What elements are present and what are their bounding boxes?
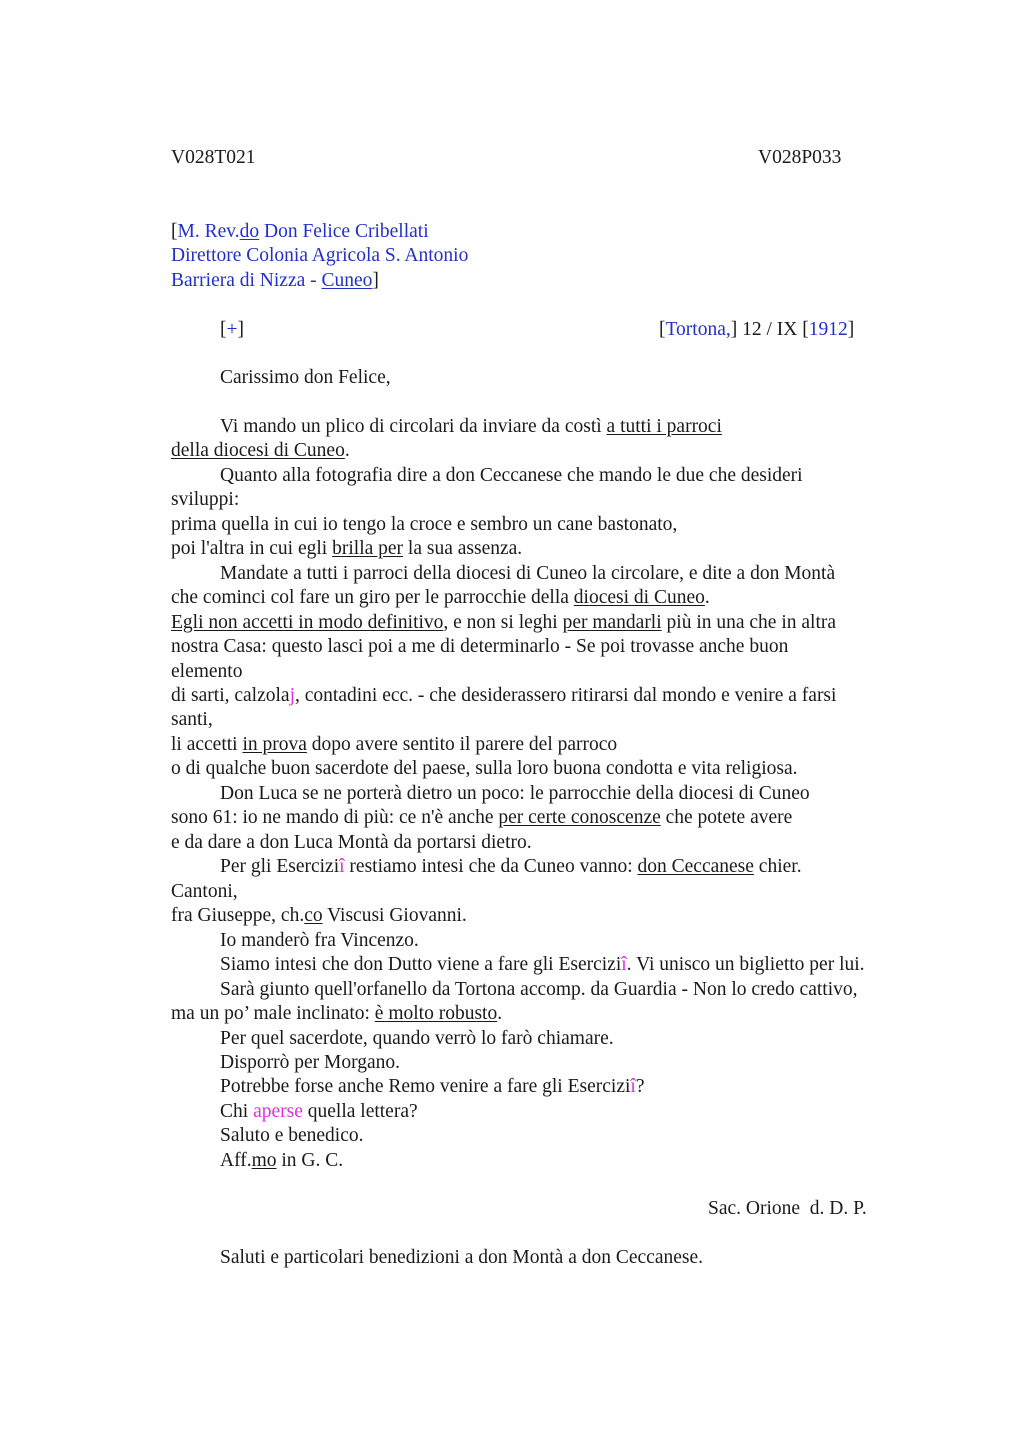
body-line: ma un po’ male inclinato: è molto robusto. (171, 1003, 503, 1024)
document-code-left: V028T021 (171, 147, 256, 168)
body-line: santi, (171, 709, 213, 730)
body-line: Quanto alla fotografia dire a don Ceccanese che mando le due che desideri (220, 465, 803, 486)
salutation: Carissimo don Felice, (220, 367, 391, 388)
body-line: e da dare a don Luca Montà da portarsi dietro. (171, 832, 532, 853)
body-line: Don Luca se ne porterà dietro un poco: le parrocchie della diocesi di Cuneo (220, 783, 810, 804)
body-line: Sarà giunto quell'orfanello da Tortona accomp. da Guardia - Non lo credo cattivo, (220, 979, 858, 1000)
signature: Sac. Orione d. D. P. (708, 1198, 867, 1219)
address-line-2: Direttore Colonia Agricola S. Antonio (171, 245, 469, 266)
body-line: Egli non accetti in modo definitivo, e non si leghi per mandarli più in una che in altra (171, 612, 837, 633)
body-line: sviluppi: (171, 489, 240, 510)
place-date: [Tortona,] 12 / IX [1912] (659, 319, 855, 340)
body-line: Mandate a tutti i parroci della diocesi di Cuneo la circolare, e dite a don Montà (220, 563, 836, 584)
body-line: nostra Casa: questo lasci poi a me di determinarlo - Se poi trovasse anche buon (171, 636, 789, 657)
body-line: li accetti in prova dopo avere sentito il parere del parroco (171, 734, 618, 755)
body-line: prima quella in cui io tengo la croce e sembro un cane bastonato, (171, 514, 678, 535)
page-code-right: V028P033 (758, 147, 842, 168)
body-line: elemento (171, 661, 243, 682)
body-line: fra Giuseppe, ch.co Viscusi Giovanni. (171, 905, 467, 926)
body-line: Cantoni, (171, 881, 238, 902)
body-line: Vi mando un plico di circolari da inviare da costì a tutti i parroci (220, 416, 722, 437)
body-line: che cominci col fare un giro per le parrocchie della diocesi di Cuneo. (171, 587, 710, 608)
body-line: Io manderò fra Vincenzo. (220, 930, 419, 951)
body-line: Chi aperse quella lettera? (220, 1101, 418, 1122)
body-line: Potrebbe forse anche Remo venire a fare gli Eserciziî? (220, 1076, 645, 1097)
body-line: Disporrò per Morgano. (220, 1052, 400, 1073)
body-line: Siamo intesi che don Dutto viene a fare gli Eserciziî. Vi unisco un biglietto per lui. (220, 954, 865, 975)
body-line: sono 61: io ne mando di più: ce n'è anche per certe conoscenze che potete avere (171, 807, 793, 828)
body-line: della diocesi di Cuneo. (171, 440, 350, 461)
address-line-3: Barriera di Nizza - Cuneo] (171, 270, 379, 291)
body-line: Per quel sacerdote, quando verrò lo farò chiamare. (220, 1028, 614, 1049)
cross-mark: [+] (220, 319, 244, 340)
body-line: di sarti, calzolaj, contadini ecc. - che desiderassero ritirarsi dal mondo e venire a farsi (171, 685, 837, 706)
address-line-1: [M. Rev.do Don Felice Cribellati (171, 221, 429, 242)
body-line: poi l'altra in cui egli brilla per la sua assenza. (171, 538, 523, 559)
body-line: Per gli Eserciziî restiamo intesi che da Cuneo vanno: don Ceccanese chier. (220, 856, 802, 877)
closing-line: Aff.mo in G. C. (220, 1150, 344, 1171)
body-line: Saluto e benedico. (220, 1125, 364, 1146)
body-line: o di qualche buon sacerdote del paese, sulla loro buona condotta e vita religiosa. (171, 758, 798, 779)
postscript: Saluti e particolari benedizioni a don Montà a don Ceccanese. (220, 1247, 703, 1268)
